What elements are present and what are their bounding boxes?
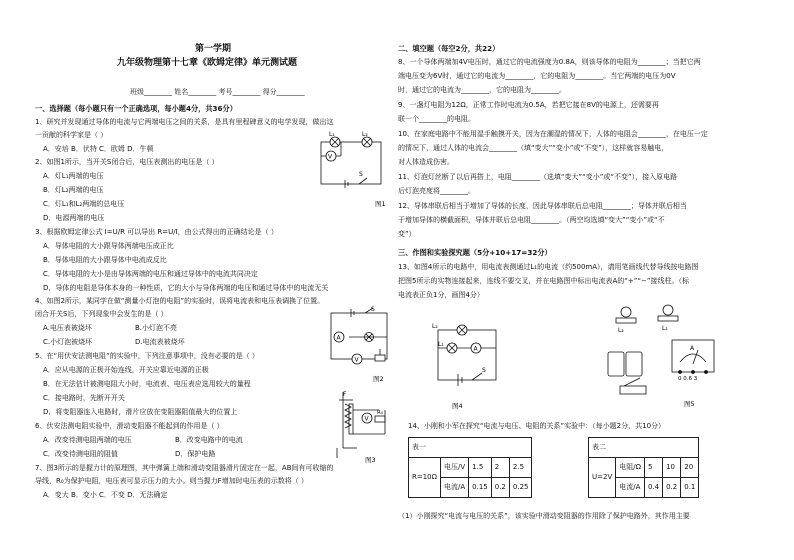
q4-option-a: A.电压表被烧坏 xyxy=(43,324,92,332)
q7-options: A．变大 B．变小 C．不变 D．无法确定 xyxy=(43,491,168,499)
svg-text:L₁: L₁ xyxy=(438,341,444,348)
q5-option-d: D．将变阻器连入电路时，滑片应放在变阻器阻值最大的位置上 xyxy=(43,408,238,416)
q8-text-cont: 端电压变为6V时，通过它的电流为________，它的电阻为________。当它两端的电压为0V xyxy=(398,72,676,80)
q8-text-end: 时，通过它的电流为________，它的电阻为________。 xyxy=(398,86,566,94)
table-2 xyxy=(588,437,699,498)
q13-text-end: 电流表正负1分，画图4分） xyxy=(398,291,484,299)
figure-1-circuit xyxy=(315,130,390,210)
q1-text-cont: 一贡献的科学家是（ ） xyxy=(35,131,108,139)
svg-text:S: S xyxy=(371,306,375,313)
q3-option-c: C．导体电阻的大小是由导体两端的电压和通过导体中的电流共同决定 xyxy=(43,270,258,278)
q5-text: 5、在“用伏安法测电阻”的实验中，下列注意事项中，没有必要的是（ ） xyxy=(35,352,259,360)
q2-text: 2、如图1所示，当开关S闭合后，电压表测出的电压是（ ） xyxy=(35,158,219,166)
q13-text: 13、如图4所示的电路中，用电流表测通过L₁的电流（约500mA），请用笔画线代替导线按电路图 xyxy=(398,263,699,271)
svg-text:A: A xyxy=(336,334,341,342)
q9-text-cont: 联一个________的电阻。 xyxy=(398,115,475,123)
q10-text: 10、在家庭电路中不能用湿手触摸开关，因为在潮湿的情况下，人体的电阻会________，在电压一定 xyxy=(398,130,708,138)
q12-text-end: 变”） xyxy=(398,230,416,238)
table-2-cell: 0.2 xyxy=(663,478,681,498)
table-1-cell: 0.15 xyxy=(469,478,492,498)
q11-text: 11、灯泡灯丝断了以后再搭上，电阻________（选填“变大”“变小”或“不变”），接入原电路 xyxy=(398,173,678,181)
q3-option-a: A．导体电阻的大小跟导体两端电压成正比 xyxy=(43,242,174,250)
table-2-title: 表二 xyxy=(589,438,699,458)
q1-text: 1、研究并发现通过导体的电流与它两端电压之间的关系，是具有里程碑意义的电学发现，做出这 xyxy=(35,118,334,126)
table-1-row-label: 电压/V xyxy=(441,458,469,478)
svg-text:A: A xyxy=(473,345,478,353)
svg-text:V: V xyxy=(354,356,359,364)
table-2-condition: U=2V xyxy=(589,458,616,498)
q3-option-b: B．导体电阻的大小跟导体中电流成反比 xyxy=(43,256,167,264)
figure-2-circuit xyxy=(325,305,395,385)
table-1-cell: 0.25 xyxy=(509,478,532,498)
q5-option-b: B．在无法估计被测电阻大小时，电流表、电压表应选用较大的量程 xyxy=(43,380,251,388)
q6-option-b: B．改变电路中的电流 xyxy=(175,436,243,444)
table-1-cell: 0.2 xyxy=(491,478,509,498)
q5-option-a: A．应从电源的正极开始连线，开关应靠近电源的正极 xyxy=(43,366,209,374)
svg-text:L₁: L₁ xyxy=(329,131,335,138)
q1-options: A．安培 B．伏特 C．欧姆 D．牛顿 xyxy=(43,145,154,153)
q4-option-d: D.电流表被烧坏 xyxy=(135,338,185,346)
figure-3-caption: 图3 xyxy=(365,456,376,464)
table-1-cell: 2 xyxy=(491,458,509,478)
table-1-condition: R=10Ω xyxy=(409,458,441,498)
figure-3-grip-meter xyxy=(333,388,393,468)
table-2-cell: 0.1 xyxy=(681,478,699,498)
table-2-row-label: 电流/A xyxy=(616,478,645,498)
svg-text:A: A xyxy=(690,345,695,352)
section-experiment-heading: 三、作图和实验探究题（5分+10+17=32分） xyxy=(398,248,552,257)
q14-text: 14、小刚和小军在探究“电流与电压、电阻的关系”实验中：（每小题2分，共10分） xyxy=(408,422,666,430)
q9-text: 9、一盏灯电阻为12Ω，正常工作时电流为0.5A，若把它接在8V的电源上，还需要再 xyxy=(398,101,659,109)
q2-option-a: A．灯L₁两端的电压 xyxy=(43,172,104,180)
q7-text-cont: 导线，R₀为保护电阻，电压表可显示压力的大小。则当握力F增加时电压表的示数将（ ） xyxy=(35,477,308,485)
svg-text:L₂: L₂ xyxy=(362,131,368,138)
q6-text: 6、伏安法测电阻实验中，滑动变阻器不能起到的作用是（ ） xyxy=(35,422,224,430)
table-1-cell: 1.5 xyxy=(469,458,492,478)
q3-text: 3、根据欧姆定律公式 I=U/R 可以导出 R=U/I，由公式得出的正确结论是（ ） xyxy=(35,228,278,236)
q6-option-c: C．改变待测电阻的阻值 xyxy=(43,450,118,458)
svg-text:R₀: R₀ xyxy=(377,410,384,416)
q12-text: 12、导体串联后相当于增加了导体的长度，因此导体串联后总电阻________；导体并联后相当 xyxy=(398,202,687,210)
q6-option-a: A．改变待测电阻两端的电压 xyxy=(43,436,132,444)
student-fields: 班级________ 姓名________ 考号________ 得分________ xyxy=(130,88,305,96)
table-2-cell: 10 xyxy=(663,458,681,478)
table-1-row-label: 电流/A xyxy=(441,478,469,498)
table-2-cell: 5 xyxy=(644,458,662,478)
svg-text:L₂: L₂ xyxy=(432,323,438,330)
q14-part-1: （1）小刚探究“电流与电压的关系”，该实验中滑动变阻器的作用除了保护电路外，其作用主要 xyxy=(398,512,690,520)
q2-option-c: C．灯L₁和L₂两端的总电压 xyxy=(43,200,125,208)
svg-text:F: F xyxy=(343,391,347,398)
table-1 xyxy=(408,437,532,498)
table-1-cell: 2.5 xyxy=(509,458,532,478)
q5-option-c: C．接电路时，先断开开关 xyxy=(43,394,125,402)
q10-text-cont: 的情况下，通过人体的电流会________（填“变大”“变小”或“不变”），这样就容易触电， xyxy=(398,144,669,152)
q2-option-b: B．灯L₂两端的电压 xyxy=(43,186,104,194)
figure-5-components xyxy=(598,300,738,418)
figure-1-caption: 图1 xyxy=(375,200,386,208)
section-choice-heading: 一、选择题（每小题只有一个正确选项，每小题4分，共36分） xyxy=(35,104,237,113)
table-2-cell: 20 xyxy=(681,458,699,478)
svg-text:S: S xyxy=(482,367,486,374)
q7-text: 7、图3所示的是握力计的原理图，其中弹簧上端和滑动变阻器滑片固定在一起，AB间有可收缩的 xyxy=(35,464,334,472)
table-2-cell: 0.4 xyxy=(644,478,662,498)
q2-option-d: D．电源两端的电压 xyxy=(43,214,105,222)
figure-2-caption: 图2 xyxy=(373,375,384,383)
q13-text-cont: 把图5所示的实物连接起来，连线不要交叉，并在电路图中标出电流表A的“+”“−”接线柱。（标 xyxy=(398,277,689,285)
q3-option-d: D．导体的电阻是导体本身的一种性质，它的大小与导体两端的电压和通过导体中的电流无关 xyxy=(43,284,329,292)
q4-option-c: C.小灯泡被烧坏 xyxy=(43,338,93,346)
q12-text-cont: 于增加导体的横截面积，导体并联后总电阻________。（两空均选填“变大”“变小”或“不 xyxy=(398,216,665,224)
svg-text:V: V xyxy=(364,415,369,423)
svg-text:L₁: L₁ xyxy=(662,325,668,332)
svg-text:L₂: L₂ xyxy=(618,327,624,334)
svg-text:V: V xyxy=(328,153,333,161)
figure-4-caption: 图4 xyxy=(452,402,463,410)
page-title: 九年级物理第十七章《欧姆定律》单元测试题 xyxy=(117,58,298,68)
q11-text-cont: 后灯泡亮度将________。 xyxy=(398,187,475,195)
q10-text-end: 对人体造成伤害。 xyxy=(398,158,454,166)
svg-text:S: S xyxy=(359,171,363,178)
q4-option-b: B.小灯泡不亮 xyxy=(135,324,178,332)
table-1-title: 表一 xyxy=(409,438,532,458)
figure-5-caption: 图5 xyxy=(684,400,695,408)
table-2-row-label: 电阻/Ω xyxy=(616,458,645,478)
q4-text-cont: 闭合开关S后，下列现象中会发生的是（ ） xyxy=(35,310,168,318)
section-fill-heading: 二、填空题（每空2分，共22） xyxy=(398,44,500,53)
header-term: 第一学期 xyxy=(195,44,232,54)
figure-4-circuit xyxy=(428,318,508,412)
q6-option-d: D．保护电路 xyxy=(175,450,216,458)
ammeter-ticks: 0 0.6 3 xyxy=(678,376,698,382)
q8-text: 8、一个导体两端加4V电压时，通过它的电流强度为0.8A，则该导体的电阻为________；当把它两 xyxy=(398,58,701,66)
q4-text: 4、如图2所示，某同学在做“测量小灯泡的电阻”的实验时，误将电流表和电压表调换了位置。 xyxy=(35,297,325,305)
